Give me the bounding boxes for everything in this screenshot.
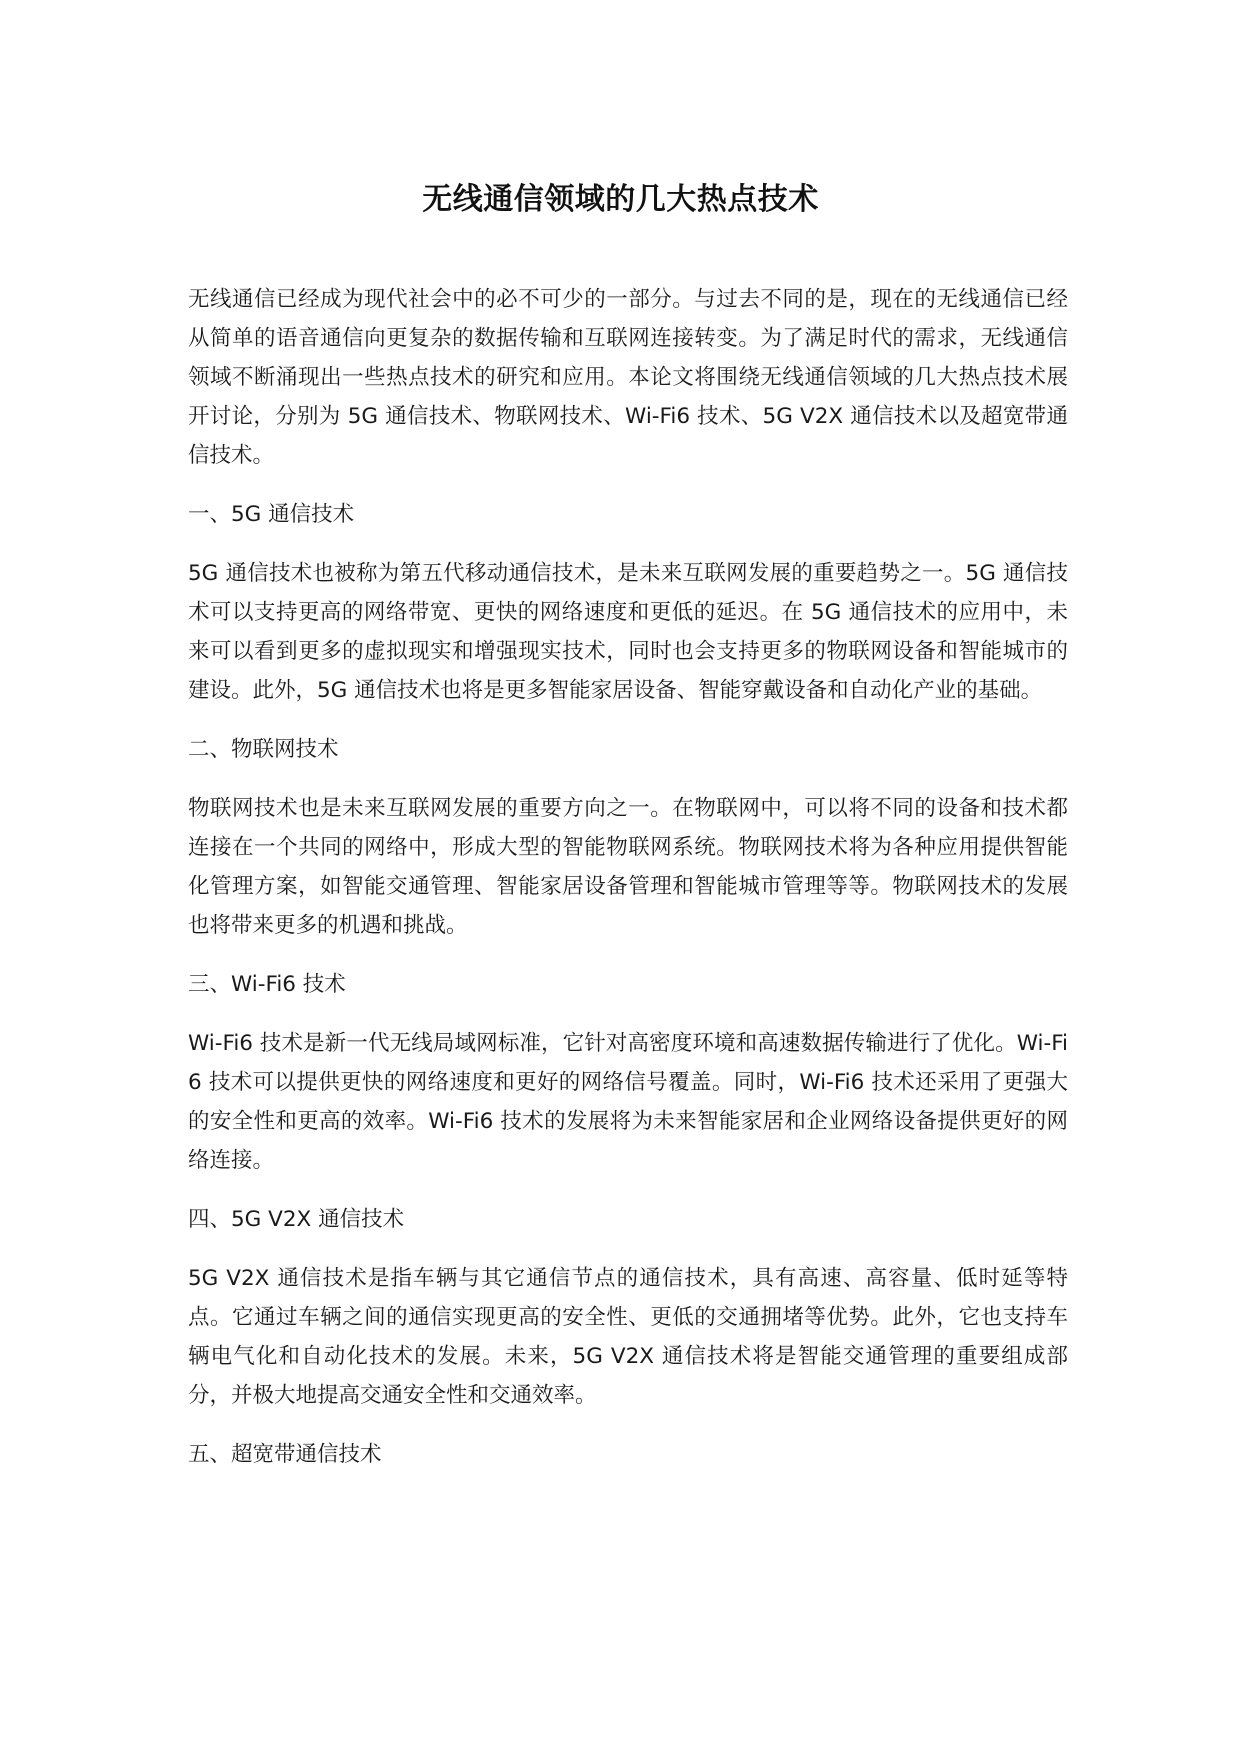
section-body-5g: 5G 通信技术也被称为第五代移动通信技术，是未来互联网发展的重要趋势之一。5G 通信技术可以支持更高的网络带宽、更快的网络速度和更低的延迟。在 5G 通信技术的应用中，未来可以看到更多的虚拟现实和增强现实技术，同时也会支持更多的物联网设备和智能城市的建设。此外，5G 通信技术也将是更多智能家居设备、智能穿戴设备和自动化产业的基础。 xyxy=(188,561,1068,703)
section-body-iot: 物联网技术也是未来互联网发展的重要方向之一。在物联网中，可以将不同的设备和技术都连接在一个共同的网络中，形成大型的智能物联网系统。物联网技术将为各种应用提供智能化管理方案，如智能交通管理、智能家居设备管理和智能城市管理等等。物联网技术的发展也将带来更多的机遇和挑战。 xyxy=(188,796,1068,938)
section-heading-iot: 二、物联网技术 xyxy=(188,737,339,762)
section-body-5g-v2x: 5G V2X 通信技术是指车辆与其它通信节点的通信技术，具有高速、高容量、低时延等特点。它通过车辆之间的通信实现更高的安全性、更低的交通拥堵等优势。此外，它也支持车辆电气化和自动化技术的发展。未来，5G V2X 通信技术将是智能交通管理的重要组成部分，并极大地提高交通安全性和交通效率。 xyxy=(188,1266,1068,1408)
section-heading-5g: 一、5G 通信技术 xyxy=(188,502,355,527)
document-title: 无线通信领域的几大热点技术 xyxy=(422,182,819,217)
document-body xyxy=(188,280,1068,1494)
section-heading-5g-v2x: 四、5G V2X 通信技术 xyxy=(188,1207,405,1232)
section-heading-uwb: 五、超宽带通信技术 xyxy=(188,1442,382,1467)
section-heading-wifi6: 三、Wi-Fi6 技术 xyxy=(188,972,346,997)
intro-paragraph: 无线通信已经成为现代社会中的必不可少的一部分。与过去不同的是，现在的无线通信已经从简单的语音通信向更复杂的数据传输和互联网连接转变。为了满足时代的需求，无线通信领域不断涌现出一些热点技术的研究和应用。本论文将围绕无线通信领域的几大热点技术展开讨论，分别为 5G 通信技术、物联网技术、Wi-Fi6 技术、5G V2X 通信技术以及超宽带通信技术。 xyxy=(188,287,1068,468)
section-body-wifi6: Wi-Fi6 技术是新一代无线局域网标准，它针对高密度环境和高速数据传输进行了优化。Wi-Fi6 技术可以提供更快的网络速度和更好的网络信号覆盖。同时，Wi-Fi6 技术还采用了更强大的安全性和更高的效率。Wi-Fi6 技术的发展将为未来智能家居和企业网络设备提供更好的网络连接。 xyxy=(188,1031,1068,1173)
